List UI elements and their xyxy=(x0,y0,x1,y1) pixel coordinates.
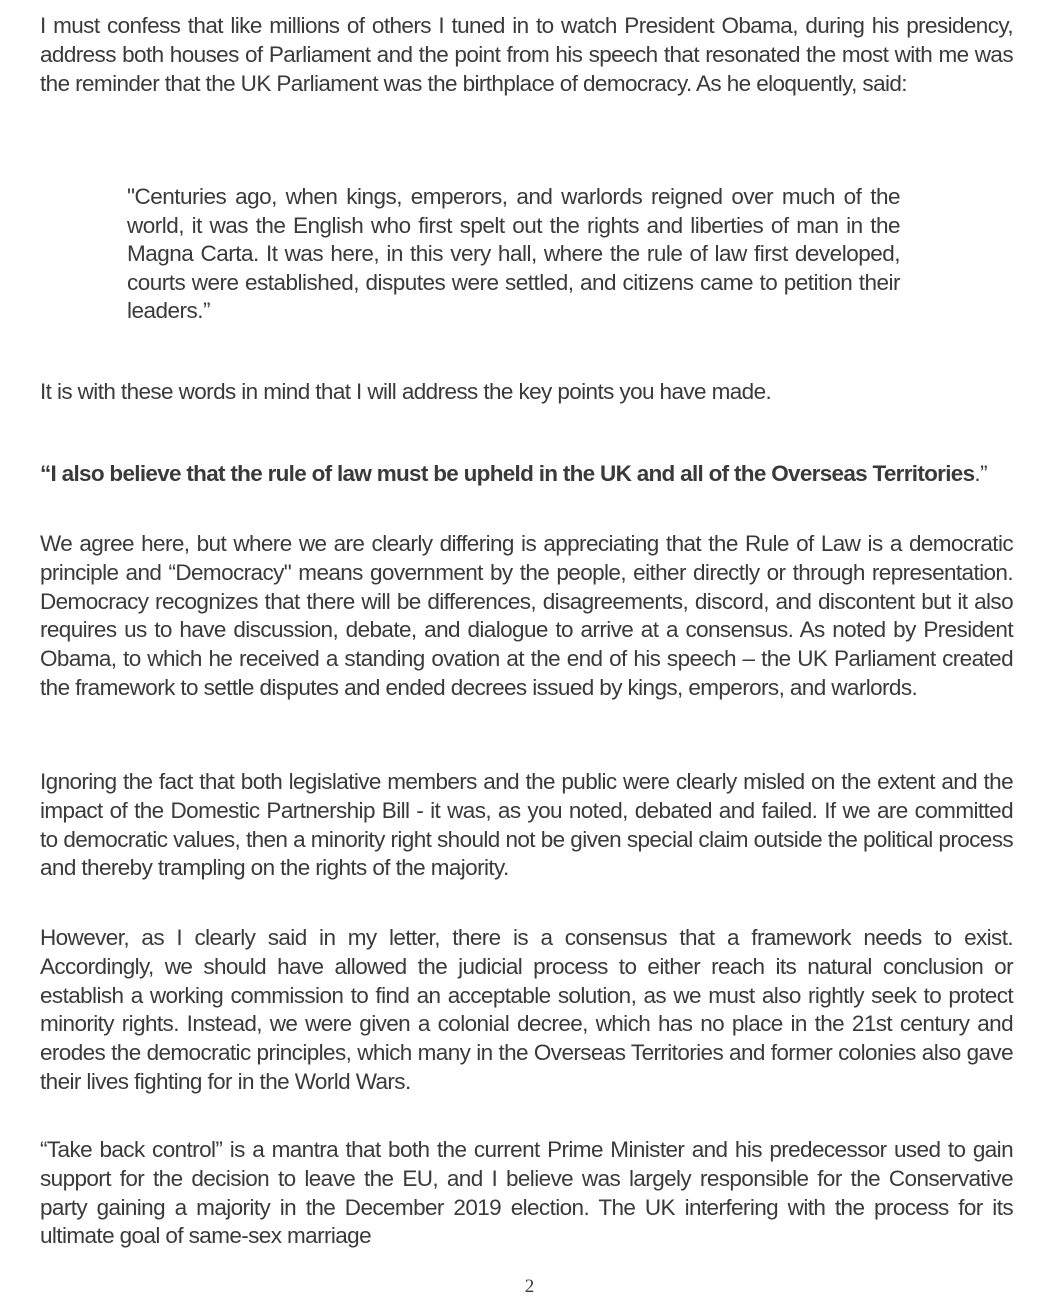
intro-paragraph: I must confess that like millions of others I tuned in to watch President Obama, during his presidency, address both houses of Parliament and the point from his speech that resonated the most with me was the reminder that the UK Parliament was the birthplace of democracy. As he eloquently, said: xyxy=(40,13,1013,96)
however-paragraph: However, as I clearly said in my letter, there is a consensus that a framework needs to exist. Accordingly, we should have allowed the judicial process to either reach its natural conclusion or establish a working commission to find an acceptable solution, as we must also rightly seek to protect minority rights. Instead, we were given a colonial decree, which has no place in the 21st century and erodes the democratic principles, which many in the Overseas Territories and former colonies also gave their lives fighting for in the World Wars. xyxy=(40,925,1013,1094)
take-back-control-paragraph: “Take back control” is a mantra that both the current Prime Minister and his predecessor used to gain support for the decision to leave the EU, and I believe was largely responsible for the Conservative party gaining a majority in the December 2019 election. The UK interfering with the process for its ultimate goal of same-sex marriage xyxy=(40,1137,1013,1249)
transition-paragraph: It is with these words in mind that I will address the key points you have made. xyxy=(40,379,772,404)
quoted-point-heading xyxy=(40,460,1013,489)
obama-quote-block: "Centuries ago, when kings, emperors, and warlords reigned over much of the world, it was the English who first spelt out the rights and liberties of man in the Magna Carta. It was here, in this very hall, where the rule of law first developed, courts were established, disputes were settled, and citizens came to petition their leaders.” xyxy=(127,184,900,324)
ignoring-paragraph: Ignoring the fact that both legislative members and the public were clearly misled on the extent and the impact of the Domestic Partnership Bill - it was, as you noted, debated and failed. If we are committed to democratic values, then a minority right should not be given special claim outside the political process and thereby trampling on the rights of the majority. xyxy=(40,769,1013,881)
rule-of-law-paragraph: We agree here, but where we are clearly differing is appreciating that the Rule of Law is a democratic principle and “Democracy" means government by the people, either directly or through representation. Democracy recognizes that there will be differences, disagreements, discord, and discontent but it also requires us to have discussion, debate, and dialogue to arrive at a consensus. As noted by President Obama, to which he received a standing ovation at the end of his speech – the UK Parliament created the framework to settle disputes and ended decrees issued by kings, emperors, and warlords. xyxy=(40,531,1013,700)
quoted-point-heading-end: .” xyxy=(974,461,987,486)
quoted-point-heading-bold: “I also believe that the rule of law must be upheld in the UK and all of the Overseas Territories xyxy=(40,461,975,486)
page-number: 2 xyxy=(524,1276,535,1297)
